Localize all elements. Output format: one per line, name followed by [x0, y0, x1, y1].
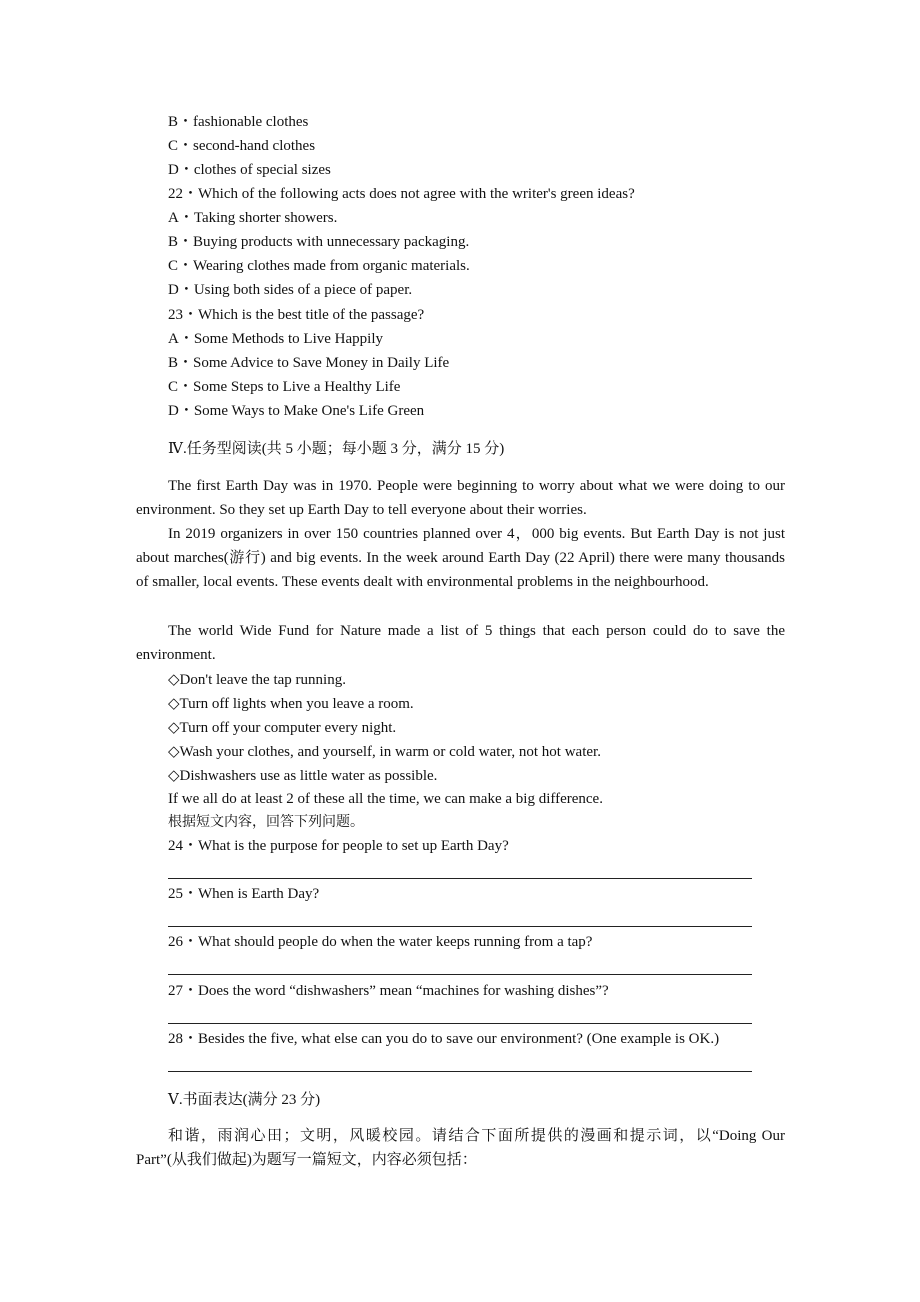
question-26: 26・What should people do when the water keeps running from a tap? [168, 934, 593, 950]
answer-line-26[interactable] [168, 974, 752, 975]
tip-item: ◇Turn off lights when you leave a room. [168, 696, 414, 712]
passage-paragraph-1: The first Earth Day was in 1970. People were beginning to worry about what we were doing to our environment. So they set up Earth Day to tell everyone about their worries. [136, 478, 785, 518]
tip-item: ◇Dishwashers use as little water as possible. [168, 768, 438, 784]
tip-item: ◇Wash your clothes, and yourself, in warm or cold water, not hot water. [168, 744, 601, 760]
task-instruction: 根据短文内容，回答下列问题。 [168, 814, 364, 830]
passage-paragraph-2: In 2019 organizers in over 150 countries planned over 4，000 big events. But Earth Day is not just about marches(游行) and big events. In the week around Earth Day (22 April) there were many thousands of smaller, local events. These events dealt with environmental problems in the neighbourhood. [136, 526, 785, 590]
option-21-c: C・second-hand clothes [168, 138, 316, 154]
section-4-heading: Ⅳ.任务型阅读(共 5 小题；每小题 3 分，满分 15 分) [168, 441, 505, 457]
answer-line-27[interactable] [168, 1023, 752, 1024]
option-22-b: B・Buying products with unnecessary packaging. [168, 234, 470, 250]
answer-line-25[interactable] [168, 926, 752, 927]
option-23-d: D・Some Ways to Make One's Life Green [168, 403, 425, 419]
option-22-d: D・Using both sides of a piece of paper. [168, 282, 413, 298]
question-28: 28・Besides the five, what else can you do to save our environment? (One example is OK.) [168, 1031, 720, 1047]
answer-line-24[interactable] [168, 878, 752, 879]
passage-closing: If we all do at least 2 of these all the time, we can make a big difference. [168, 791, 603, 807]
option-21-b: B・fashionable clothes [168, 114, 309, 130]
question-22: 22・Which of the following acts does not agree with the writer's green ideas? [168, 186, 635, 202]
question-25: 25・When is Earth Day? [168, 886, 320, 902]
option-22-a: A・Taking shorter showers. [168, 210, 338, 226]
question-24: 24・What is the purpose for people to set up Earth Day? [168, 838, 509, 854]
tip-item: ◇Turn off your computer every night. [168, 720, 397, 736]
option-23-a: A・Some Methods to Live Happily [168, 331, 383, 347]
tip-item: ◇Don't leave the tap running. [168, 672, 346, 688]
question-27: 27・Does the word “dishwashers” mean “machines for washing dishes”? [168, 983, 609, 999]
passage-paragraph-3: The world Wide Fund for Nature made a list of 5 things that each person could do to save the environment. [136, 623, 785, 663]
question-23: 23・Which is the best title of the passage? [168, 307, 425, 323]
writing-prompt: 和谐，雨润心田；文明，风暖校园。请结合下面所提供的漫画和提示词，以“Doing Our Part”(从我们做起)为题写一篇短文，内容必须包括： [136, 1128, 785, 1168]
option-21-d: D・clothes of special sizes [168, 162, 331, 178]
option-23-c: C・Some Steps to Live a Healthy Life [168, 379, 401, 395]
option-22-c: C・Wearing clothes made from organic materials. [168, 258, 470, 274]
option-23-b: B・Some Advice to Save Money in Daily Life [168, 355, 450, 371]
answer-line-28[interactable] [168, 1071, 752, 1072]
section-5-heading: Ⅴ.书面表达(满分 23 分) [168, 1092, 321, 1108]
